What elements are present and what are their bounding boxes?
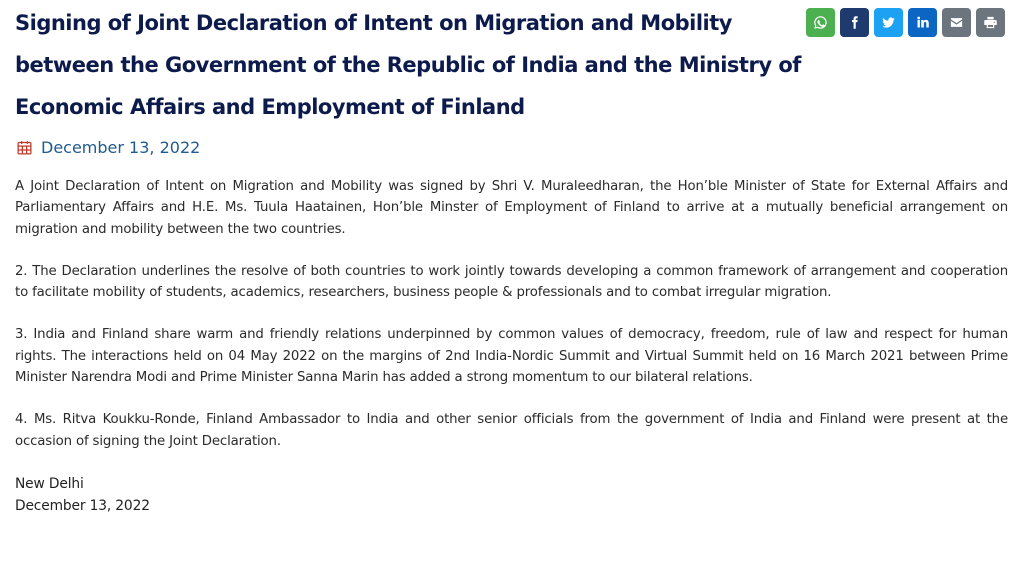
calendar-icon [16,139,33,156]
publish-date [16,138,200,157]
paragraph-2: 2. The Declaration underlines the resolve of both countries to work jointly towards developing a common framework of arrangement and cooperation to facilitate mobility of students, academics, researchers, business people & professionals and to combat irregular migration. [15,263,1008,301]
paragraph-3: 3. India and Finland share warm and friendly relations underpinned by common values of democracy, freedom, rule of law and respect for human rights. The interactions held on 04 May 2022 on the margins of 2nd India-Nordic Summit and Virtual Summit held on 16 March 2021 between Prime Minister Narendra Modi and Prime Minister Sanna Marin has added a strong momentum to our bilateral relations. [15,327,1008,386]
email-icon [949,15,964,30]
date-text: December 13, 2022 [41,138,201,157]
print-button[interactable] [976,8,1005,37]
share-email-button[interactable] [942,8,971,37]
share-linkedin-button[interactable] [908,8,937,37]
whatsapp-icon [813,15,828,30]
place: New Delhi [15,475,84,492]
paragraph-1: A Joint Declaration of Intent on Migration and Mobility was signed by Shri V. Muraleedharan, the Hon’ble Minister of State for External Affairs and Parliamentary Affairs and H.E. Ms. Tuula Haatainen, Hon’ble Minster of Employment of Finland to arrive at a mutually beneficial arrangement on migration and mobility between the two countries. [15,179,1008,237]
share-facebook-button[interactable] [840,8,869,37]
print-icon [983,15,998,30]
share-twitter-button[interactable] [874,8,903,37]
twitter-icon [881,15,896,30]
page-title: Signing of Joint Declaration of Intent on Migration and Mobility between the Government of the Republic of India and the Ministry of Economic Affairs and Employment of Finland [15,11,801,119]
share-bar [806,8,1005,37]
linkedin-icon [915,15,930,30]
paragraph-4: 4. Ms. Ritva Koukku-Ronde, Finland Ambassador to India and other senior officials from the government of India and Finland were present at the occasion of signing the Joint Declaration. [15,412,1008,449]
sign-date: December 13, 2022 [15,497,150,514]
facebook-icon [847,15,862,30]
share-whatsapp-button[interactable] [806,8,835,37]
signature-block [15,473,1008,517]
article-body [15,176,1008,517]
